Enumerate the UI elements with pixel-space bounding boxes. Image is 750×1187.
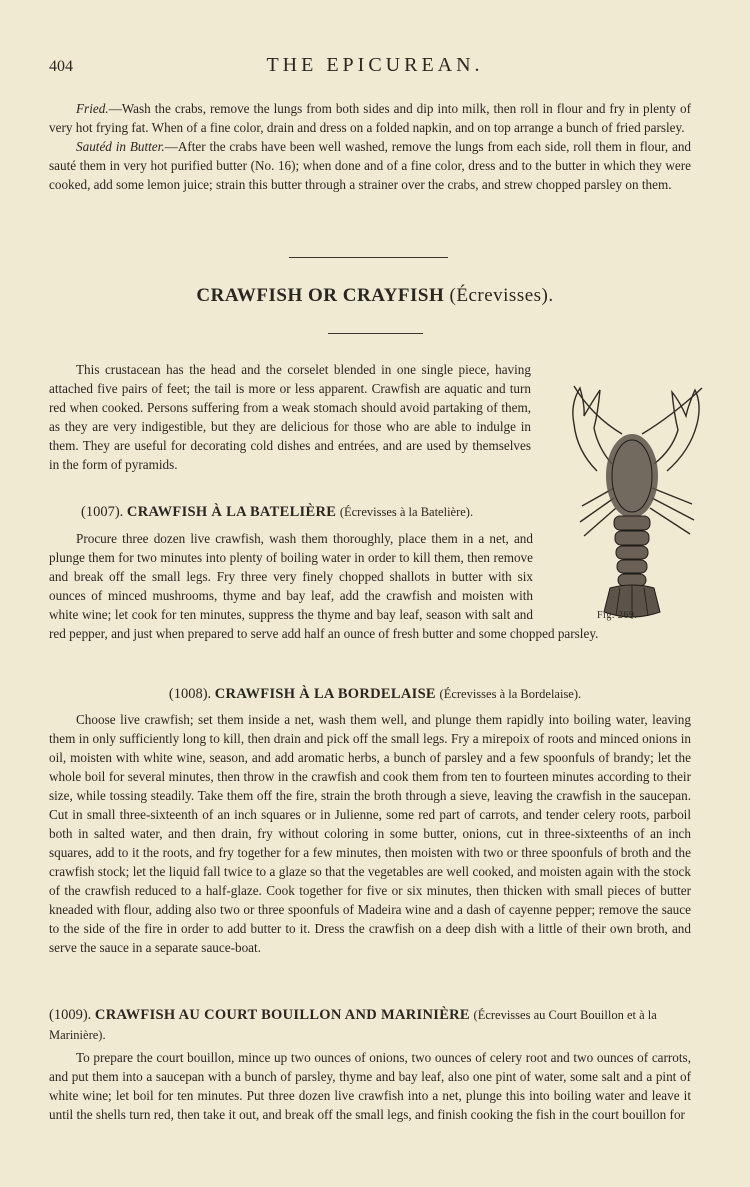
divider-rule <box>328 333 423 334</box>
recipe-1008-text <box>49 710 691 957</box>
section-title-main: CRAWFISH OR CRAYFISH <box>196 285 445 306</box>
recipe-title-french: (Écrevisses à la Bordelaise). <box>439 687 582 701</box>
fried-label: Fried. <box>76 101 109 116</box>
crab-methods <box>49 99 691 194</box>
divider-rule <box>289 257 448 258</box>
recipe-paragraph: To prepare the court bouillon, mince up two ounces of onions, two ounces of celery root and two ounces of carrots, and put them into a saucepan with a bunch of parsley, thyme and bay leaf, also one pint of water, some salt and a pint of white wine; let boil for ten minutes. Put three dozen live crawfish into a net, plunge this into boiling water and leave it until the shells turn red, then take it out, and break off the small legs, and finish cooking the fish in the court bouillon for <box>49 1050 691 1122</box>
recipe-1009-heading <box>49 1005 697 1045</box>
recipe-paragraph: Choose live crawfish; set them inside a net, wash them well, and plunge them rapidly into boiling water, leaving them in only sufficiently long to kill, then drain and pick off the small legs. Fry a mirepoix of roots and minced onions in oil, moisten with white wine, season, and add aromatic herbs, a bunch of parsley and a few spoonfuls of brandy; let the whole boil for several minutes, then throw in the crawfish and cook them from ten to fourteen minutes according to their size, while tossing steadily. Take them off the fire, strain the broth through a sieve, leaving the crawfish in the saucepan. Cut in small three-sixteenth of an inch squares or in Julienne, some red part of carrots, and tender celery roots, parboil both in salted water, and then drain, fry without coloring in some butter, onions, cut in three-sixteenths of an inch squares, add to it the roots, and fry together for a few minutes, then moisten with two or three spoonfuls of broth and the crawfish stock; let the liquid fall twice to a glaze so that the vegetables are well cooked, and moisten again with the stock of the crawfish reduced to a half-glaze. Cook together for five or six minutes, then thicken with small pieces of butter kneaded with flour, adding also two or three spoonfuls of Madeira wine and a dash of cayenne pepper; remove the sauce to the side of the fire in order to add butter to it. Dress the crawfish on a deep dish with a little of their own broth, and serve the sauce in a separate sauce-boat. <box>49 712 691 955</box>
saute-label: Sautéd in Butter. <box>76 139 165 154</box>
recipe-title-french: (Écrevisses au Court Bouillon et à la Marinière). <box>49 1008 657 1042</box>
recipe-paragraph: Procure three dozen live crawfish, wash them thoroughly, place them in a net, and plunge them for two minutes into plenty of boiling water in order to kill them, then remove and break off the small legs. Fry three very finely chopped shallots in butter with six ounces of minced mushrooms, thyme and bay leaf, add the crawfish and moisten with white wine; let cook for ten minutes, suppress the thyme and bay leaf, season with salt and red pepper, and just when prepared to serve add half an ounce of fresh butter and some chopped parsley. <box>49 531 599 641</box>
recipe-title-french: (Écrevisses à la Batelière). <box>339 505 474 519</box>
recipe-title: CRAWFISH À LA BATELIÈRE <box>126 504 337 520</box>
saute-paragraph <box>49 137 691 194</box>
recipe-1008-heading <box>0 686 750 703</box>
recipe-1009-text <box>49 1048 691 1124</box>
recipe-1007-heading <box>81 504 473 521</box>
running-title: THE EPICUREAN. <box>266 54 484 76</box>
recipe-number: (1007). <box>81 504 124 520</box>
saute-text: —After the crabs have been well washed, remove the lungs from each side, roll them in flour, and sauté them in very hot purified butter (No. 16); when done and of a fine color, dress and to the butter in which they were cooked, add some lemon juice; strain this butter through a strainer over the crabs, and strew chopped parsley on them. <box>49 139 692 192</box>
recipe-1007-text <box>49 529 691 643</box>
intro-text: This crustacean has the head and the corselet blended in one single piece, having attached five pairs of feet; the tail is more or less apparent. Crawfish are aquatic and turn red when cooked. Persons suffering from a weak stomach should avoid partaking of them, as they are very indigestible, but they are delicious for those who are able to indulge in them. They are useful for decorating cold dishes and entrées, and are used by themselves in the form of pyramids. <box>49 362 531 472</box>
section-title <box>0 285 750 307</box>
fried-text: —Wash the crabs, remove the lungs from both sides and dip into milk, then roll in flour and fry in plenty of very hot frying fat. When of a fine color, drain and dress on a folded napkin, and on top arrange a bunch of fried parsley. <box>49 101 691 135</box>
recipe-title: CRAWFISH À LA BORDELAISE <box>214 686 436 702</box>
figure-caption: Fig. 269. <box>597 610 638 621</box>
recipe-number: (1009). <box>49 1007 92 1023</box>
section-title-paren: (Écrevisses). <box>449 285 554 306</box>
recipe-number: (1008). <box>168 686 212 702</box>
recipe-title: CRAWFISH AU COURT BOUILLON AND MARINIÈRE <box>94 1007 470 1023</box>
fried-paragraph <box>49 99 691 137</box>
page-number: 404 <box>49 58 73 75</box>
